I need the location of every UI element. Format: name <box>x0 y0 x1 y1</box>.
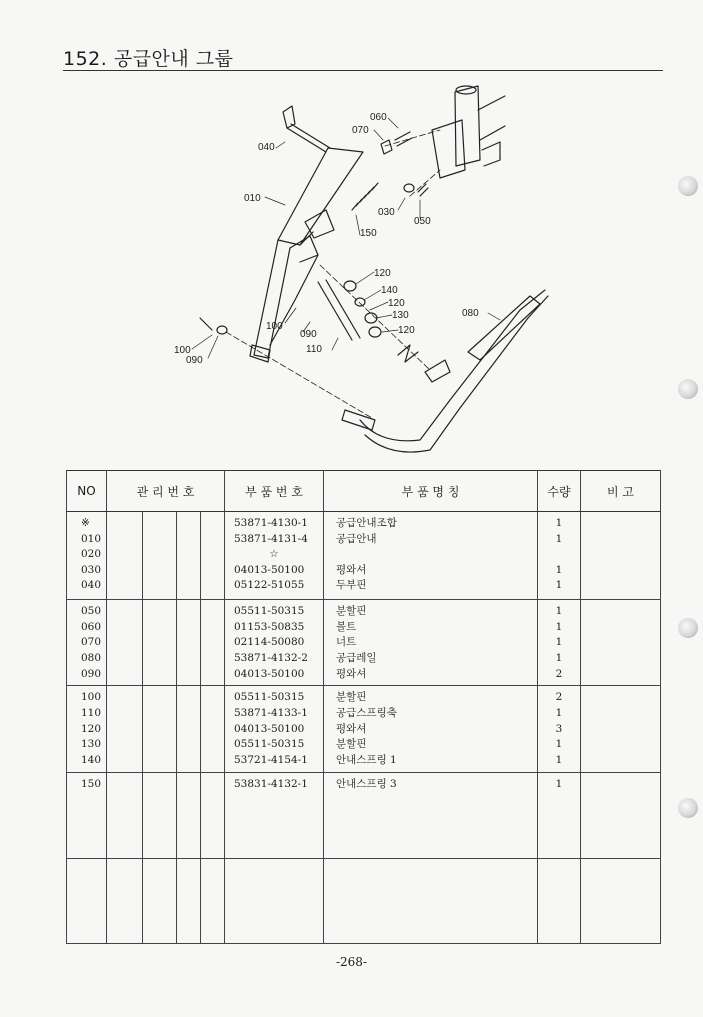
quantity: 1 <box>555 605 563 618</box>
table-header-row <box>67 471 661 512</box>
mgmt-cell <box>201 686 225 772</box>
part-no-cell <box>225 858 324 943</box>
quantity: 1 <box>555 517 563 529</box>
mgmt-cell <box>143 772 177 858</box>
callout-120: 120 <box>398 325 415 336</box>
table-row-group <box>67 686 661 772</box>
callout-080: 080 <box>462 308 479 319</box>
quantity: 2 <box>555 667 563 680</box>
mgmt-cell <box>177 858 201 943</box>
part-number: 53871-4132-2 <box>234 651 308 664</box>
part-number: 02114-50080 <box>234 636 305 649</box>
mgmt-cell <box>107 772 143 858</box>
mgmt-cell <box>107 858 143 943</box>
item-no: 130 <box>81 738 102 751</box>
part-number: 53871-4133-1 <box>234 706 308 719</box>
part-number: ☆ <box>269 548 279 561</box>
part-name-cell <box>324 600 538 686</box>
part-name: 공급안내조합 <box>336 517 397 529</box>
no-cell <box>67 600 107 686</box>
item-no: 080 <box>81 651 102 664</box>
mgmt-cell <box>177 686 201 772</box>
spring-shaft <box>318 280 360 340</box>
item-no: 100 <box>81 691 102 704</box>
part-name: 분할핀 <box>336 738 367 751</box>
part-number: 53721-4154-1 <box>234 753 308 766</box>
header-part-name: 부 품 명 칭 <box>324 471 538 512</box>
callout-060: 060 <box>370 112 387 123</box>
part-name: 볼트 <box>336 620 357 633</box>
no-cell <box>67 512 107 600</box>
part-number: 05511-50315 <box>234 738 305 751</box>
part-name: 안내스프링 1 <box>336 753 397 766</box>
item-no: 110 <box>81 706 102 719</box>
part-name-cell <box>324 512 538 600</box>
callout-050: 050 <box>414 216 431 227</box>
item-no: 140 <box>81 753 102 766</box>
split-pin <box>200 318 212 330</box>
part-name: 공급안내 <box>336 532 377 545</box>
part-name: 평와셔 <box>336 667 367 680</box>
break-mark <box>398 345 418 362</box>
quantity: 2 <box>555 691 563 704</box>
callout-100: 100 <box>174 345 191 356</box>
callout-110: 110 <box>306 344 322 355</box>
binder-hole-3 <box>678 618 698 638</box>
mgmt-cell <box>201 858 225 943</box>
mgmt-cell <box>107 600 143 686</box>
remark-cell <box>581 686 661 772</box>
quantity: 1 <box>555 651 563 664</box>
quantity: 1 <box>555 563 563 576</box>
qty-cell <box>538 686 581 772</box>
quantity: 3 <box>555 722 563 735</box>
part-name: 분할핀 <box>336 605 367 618</box>
item-no: 020 <box>81 548 102 561</box>
quantity: 1 <box>555 532 563 545</box>
remark-cell <box>581 512 661 600</box>
item-no: 090 <box>81 667 102 680</box>
callout-130: 130 <box>392 310 409 321</box>
part-number: 53871-4131-4 <box>234 532 308 545</box>
part-number: 05511-50315 <box>234 691 305 704</box>
part-name-cell <box>324 858 538 943</box>
washer <box>404 184 414 192</box>
page-number: -268- <box>335 955 367 969</box>
callout-090: 090 <box>186 355 203 366</box>
part-number: 01153-50835 <box>234 620 305 633</box>
mgmt-cell <box>107 686 143 772</box>
item-no: 050 <box>81 605 102 618</box>
table-row-group <box>67 600 661 686</box>
guide-spring-3 <box>352 183 378 210</box>
part-no-cell <box>225 686 324 772</box>
part-number: 05122-51055 <box>234 579 305 592</box>
mgmt-cell <box>177 600 201 686</box>
binder-hole-4 <box>678 798 698 818</box>
callout-070: 070 <box>352 125 369 136</box>
head-pin <box>283 106 330 152</box>
item-no: 040 <box>81 579 102 592</box>
machine-frame <box>432 86 505 178</box>
part-name <box>336 547 537 563</box>
mgmt-cell <box>143 686 177 772</box>
header-management-no: 관 리 번 호 <box>107 471 225 512</box>
remark-cell <box>581 858 661 943</box>
header-no: NO <box>67 471 107 512</box>
mgmt-cell <box>201 512 225 600</box>
quantity: 1 <box>555 620 563 633</box>
exploded-parts-diagram <box>0 80 703 465</box>
callout-140: 140 <box>381 285 398 296</box>
quantity <box>538 547 580 563</box>
callout-090: 090 <box>300 329 317 340</box>
table-row-group <box>67 858 661 943</box>
qty-cell <box>538 600 581 686</box>
part-name: 안내스프링 3 <box>336 777 397 790</box>
table-row-group <box>67 772 661 858</box>
part-number: 04013-50100 <box>234 667 305 680</box>
part-name: 두부핀 <box>336 579 367 592</box>
feed-rail <box>342 290 548 452</box>
callout-120: 120 <box>388 298 405 309</box>
part-name: 평와셔 <box>336 563 367 576</box>
mgmt-cell <box>143 600 177 686</box>
header-part-no: 부 품 번 호 <box>225 471 324 512</box>
mgmt-cell <box>177 772 201 858</box>
quantity: 1 <box>555 706 563 719</box>
part-name: 분할핀 <box>336 691 367 704</box>
item-no: 070 <box>81 636 102 649</box>
part-number: 05511-50315 <box>234 605 305 618</box>
part-no-cell <box>225 512 324 600</box>
quantity: 1 <box>555 777 563 790</box>
header-qty: 수량 <box>538 471 581 512</box>
quantity: 1 <box>555 753 563 766</box>
parts-table <box>66 470 661 944</box>
split-pin <box>418 184 428 196</box>
quantity: 1 <box>555 738 563 751</box>
part-number: 04013-50100 <box>234 722 305 735</box>
mgmt-cell <box>143 858 177 943</box>
part-name: 평와셔 <box>336 722 367 735</box>
qty-cell <box>538 858 581 943</box>
mgmt-cell <box>201 772 225 858</box>
header-remark: 비 고 <box>581 471 661 512</box>
quantity: 1 <box>555 579 563 592</box>
part-number: 04013-50100 <box>234 563 305 576</box>
item-no: 060 <box>81 620 102 633</box>
remark-cell <box>581 772 661 858</box>
mgmt-cell <box>143 512 177 600</box>
part-no-cell <box>225 772 324 858</box>
mgmt-cell <box>201 600 225 686</box>
title-underline <box>63 70 663 71</box>
part-name-cell <box>324 686 538 772</box>
item-no: 010 <box>81 532 102 545</box>
callout-040: 040 <box>258 142 275 153</box>
callout-030: 030 <box>378 207 395 218</box>
guide-spring-1 <box>355 298 365 306</box>
quantity: 1 <box>555 636 563 649</box>
washer <box>217 326 227 334</box>
callout-010: 010 <box>244 193 261 204</box>
page-title: 152. 공급안내 그룹 <box>63 48 234 70</box>
table-row-group <box>67 512 661 600</box>
washer <box>369 327 381 337</box>
part-number: 53831-4132-1 <box>234 777 308 790</box>
part-number: 53871-4130-1 <box>234 517 308 529</box>
part-name: 공급레일 <box>336 651 377 664</box>
qty-cell <box>538 512 581 600</box>
mgmt-cell <box>177 512 201 600</box>
part-name: 너트 <box>336 636 357 649</box>
washer <box>344 281 356 291</box>
item-no: 030 <box>81 563 102 576</box>
no-cell <box>67 686 107 772</box>
item-no: 150 <box>81 777 102 790</box>
qty-cell <box>538 772 581 858</box>
remark-cell <box>581 600 661 686</box>
no-cell <box>67 858 107 943</box>
mgmt-cell <box>107 512 143 600</box>
callout-100: 100 <box>266 321 283 332</box>
callout-150: 150 <box>360 228 377 239</box>
part-name: 공급스프링축 <box>336 706 397 719</box>
part-name-cell <box>324 772 538 858</box>
item-no: 120 <box>81 722 102 735</box>
part-no-cell <box>225 600 324 686</box>
no-cell <box>67 772 107 858</box>
item-no: ※ <box>81 517 90 529</box>
callout-120: 120 <box>374 268 391 279</box>
